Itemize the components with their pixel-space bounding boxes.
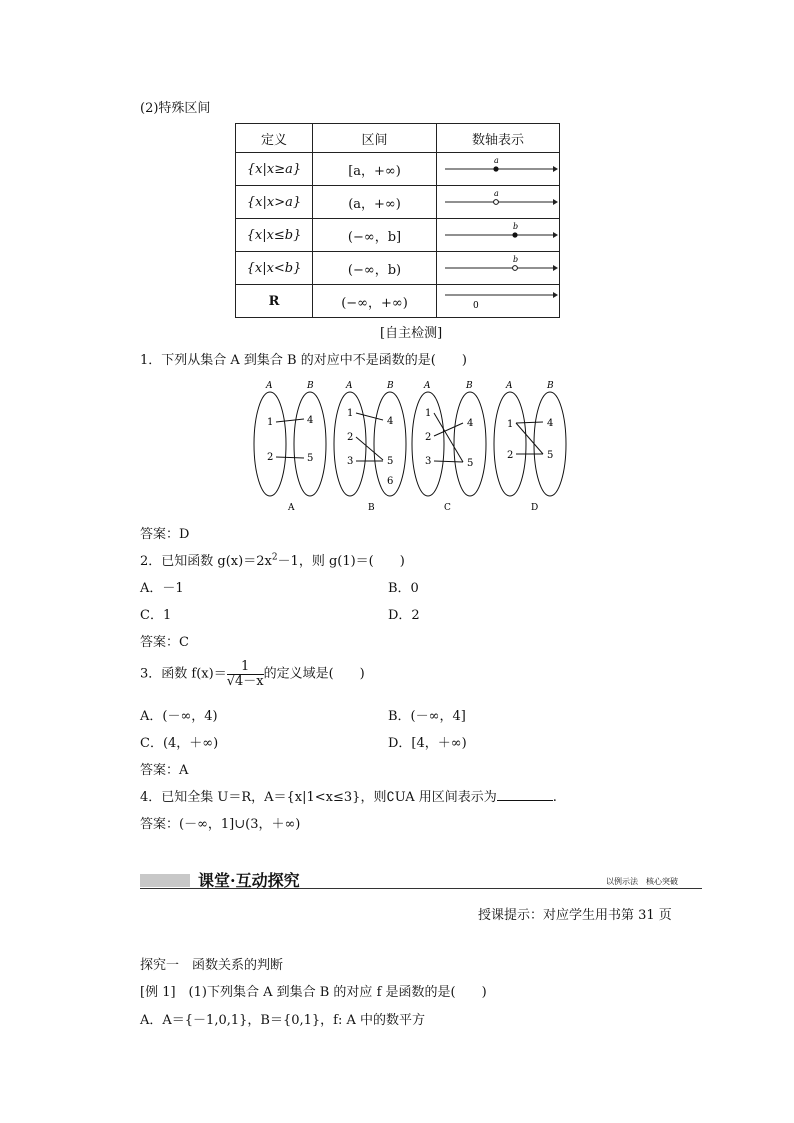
svg-text:4: 4 [467, 418, 474, 429]
svg-text:B: B [387, 381, 394, 391]
interval-cell: [a，+∞) [313, 153, 437, 186]
svg-text:B: B [307, 381, 314, 391]
definition-cell: R [236, 285, 313, 318]
example-option-a: A．A＝{－1,0,1}，B＝{0,1}，f: A 中的数平方 [140, 1013, 426, 1028]
explore-heading: 探究一 函数关系的判断 [140, 958, 284, 973]
fraction: $\frac{1}{√4-x}$ [226, 659, 264, 689]
answer-2: 答案：C [140, 635, 189, 650]
mapping-diagram-a [254, 381, 326, 513]
table-header: 数轴表示 [437, 124, 560, 153]
q3-option-a: A．(－∞，4) [140, 709, 218, 724]
answer-blank [497, 788, 553, 801]
banner-title: 课堂·互动探究 [198, 871, 300, 890]
svg-text:5: 5 [307, 453, 314, 464]
point-label: a [494, 189, 499, 198]
q2-option-d: D．2 [388, 608, 420, 623]
svg-text:A: A [288, 503, 295, 513]
banner-subtitle: 以例示法 核心突破 [606, 877, 678, 886]
svg-text:A: A [266, 381, 273, 391]
interval-cell: (−∞，b] [313, 219, 437, 252]
svg-text:1: 1 [507, 419, 514, 430]
q3-option-b: B．(－∞，4] [388, 709, 466, 724]
point-label: a [494, 156, 499, 165]
svg-text:6: 6 [387, 476, 394, 487]
svg-text:3: 3 [347, 456, 354, 467]
definition-cell: {x|x>a} [236, 186, 313, 219]
svg-text:1: 1 [425, 408, 432, 419]
table-header: 区间 [313, 124, 437, 153]
number-line-cell [437, 252, 560, 285]
banner-bar [140, 874, 190, 887]
mapping-diagram-d [494, 381, 566, 513]
table-row [236, 252, 560, 285]
question-4: 4．已知全集 U＝R，A＝{x|1<x≤3}，则∁UA 用区间表示为 . [140, 790, 557, 805]
svg-text:1: 1 [347, 408, 354, 419]
svg-text:A: A [346, 381, 353, 391]
table-row [236, 219, 560, 252]
question-2: 2．已知函数 $g(x)=2x^2-1$，则 g(1)＝( ) [140, 552, 405, 569]
svg-text:A: A [424, 381, 431, 391]
svg-text:2: 2 [507, 450, 514, 461]
svg-text:5: 5 [387, 456, 394, 467]
number-line-cell [437, 219, 560, 252]
point-label: b [513, 222, 519, 231]
number-line-open-a [437, 186, 559, 214]
table-row [236, 285, 560, 318]
svg-text:B: B [466, 381, 473, 391]
interval-cell: (−∞，b) [313, 252, 437, 285]
interval-cell: (−∞，+∞) [313, 285, 437, 318]
number-line-cell [437, 285, 560, 318]
question-3: 3．函数 f(x)＝ $\frac{1}{√4-x}$ 的定义域是( ) [140, 659, 365, 689]
mapping-diagrams [240, 376, 580, 516]
table-row [236, 153, 560, 186]
svg-text:1: 1 [267, 417, 274, 428]
answer-3: 答案：A [140, 763, 189, 778]
answer-1: 答案：D [140, 527, 190, 542]
q2-option-a: A．－1 [140, 581, 184, 596]
definition-cell: {x|x<b} [236, 252, 313, 285]
q2-option-c: C．1 [140, 608, 172, 623]
point-label: b [513, 255, 519, 264]
special-interval-table [235, 123, 560, 318]
lesson-hint: 授课提示：对应学生用书第 31 页 [478, 908, 672, 923]
number-line-closed-a [437, 153, 559, 181]
q2-option-b: B．0 [388, 581, 419, 596]
table-header: 定义 [236, 124, 313, 153]
example-1: [例 1] (1)下列集合 A 到集合 B 的对应 f 是函数的是( ) [140, 985, 487, 1000]
mapping-diagram-b [334, 381, 406, 513]
mapping-diagram-c [412, 381, 486, 513]
self-check-heading: [自主检测] [380, 326, 443, 341]
svg-text:B: B [368, 503, 375, 513]
svg-text:D: D [531, 503, 539, 513]
number-line-open-b [437, 252, 559, 280]
svg-text:C: C [444, 503, 451, 513]
number-line-cell [437, 153, 560, 186]
svg-text:3: 3 [425, 456, 432, 467]
svg-text:5: 5 [547, 450, 554, 461]
q3-option-d: D．[4，＋∞) [388, 736, 467, 751]
q3-option-c: C．(4，＋∞) [140, 736, 219, 751]
number-line-closed-b [437, 219, 559, 247]
svg-text:B: B [547, 381, 554, 391]
number-line-cell [437, 186, 560, 219]
table-row [236, 186, 560, 219]
number-line-real [437, 285, 559, 313]
origin-label: 0 [473, 301, 479, 311]
section-title: (2)特殊区间 [140, 101, 211, 116]
definition-cell: {x|x≥a} [236, 153, 313, 186]
interval-cell: (a，+∞) [313, 186, 437, 219]
answer-4: 答案：(－∞，1]∪(3，＋∞) [140, 817, 301, 832]
definition-cell: {x|x≤b} [236, 219, 313, 252]
svg-text:2: 2 [347, 432, 354, 443]
svg-text:4: 4 [307, 415, 314, 426]
svg-text:4: 4 [387, 416, 394, 427]
svg-text:2: 2 [267, 452, 274, 463]
svg-text:4: 4 [547, 418, 554, 429]
svg-text:5: 5 [467, 458, 474, 469]
svg-text:A: A [506, 381, 513, 391]
svg-text:2: 2 [425, 432, 432, 443]
question-1: 1．下列从集合 A 到集合 B 的对应中不是函数的是( ) [140, 353, 467, 368]
